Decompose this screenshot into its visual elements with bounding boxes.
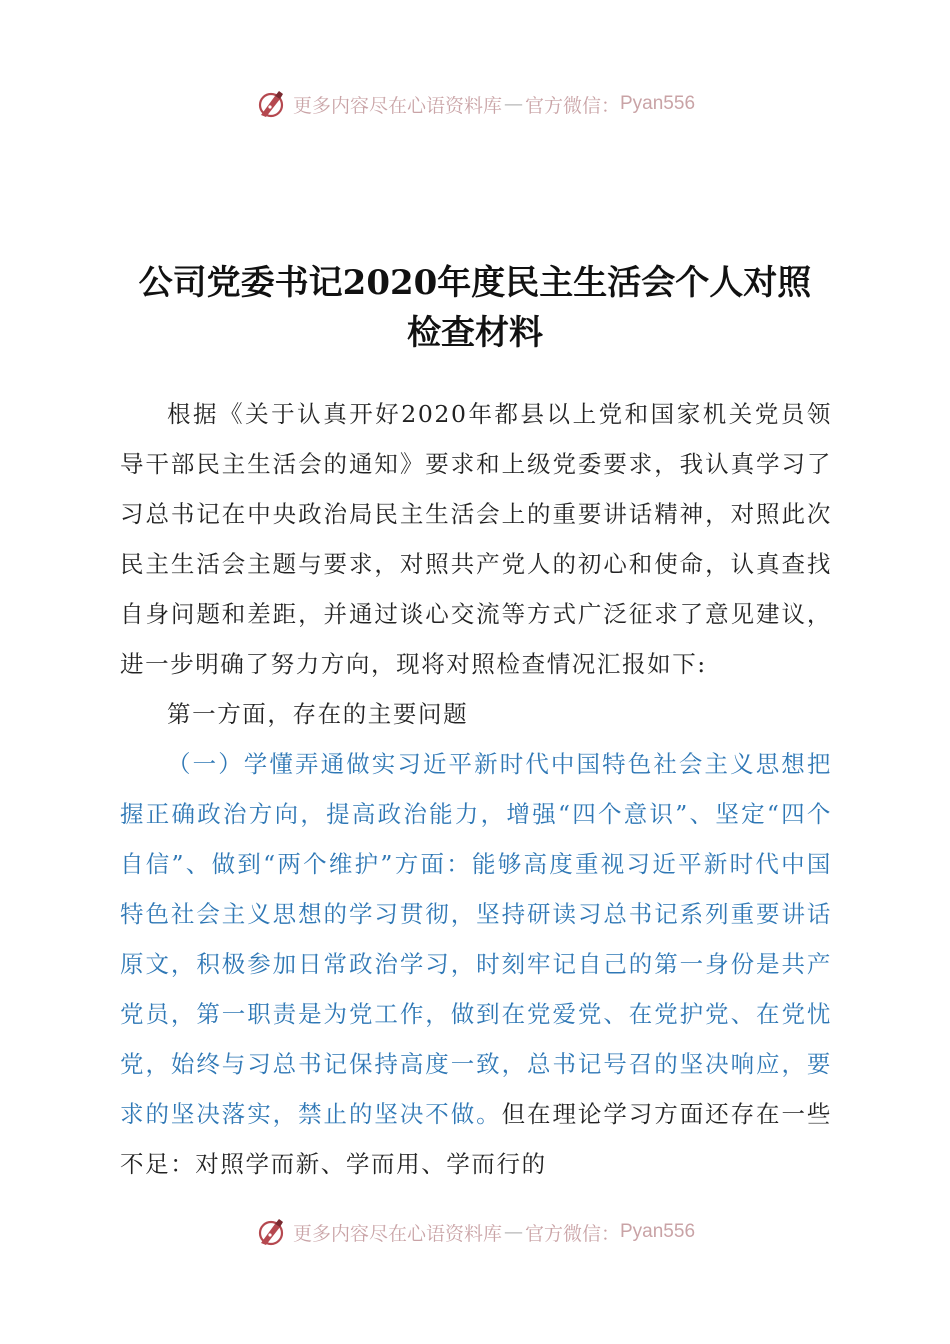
footer-watermark — [0, 1212, 950, 1252]
issue-item-1 — [120, 739, 832, 1189]
header-watermark — [0, 84, 950, 124]
pen-nib-circle-icon — [255, 88, 287, 120]
watermark-official: 官方微信： — [524, 94, 620, 117]
watermark-wechat-id: Pyan556 — [620, 93, 696, 114]
intro-paragraph: 根据《关于认真开好2020年都县以上党和国家机关党员领导干部民主生活会的通知》要求和上级党委要求，我认真学习了习总书记在中央政治局民主生活会上的重要讲话精神，对照此次民主生活会主题与要求，对照共产党人的初心和使命，认真查找自身问题和差距，并通过谈心交流等方式广泛征求了意见建议，进一步明确了努力方向，现将对照检查情况汇报如下: — [120, 400, 832, 678]
watermark-wechat-id: Pyan556 — [620, 1221, 696, 1242]
watermark-text: 更多内容尽在心语资料库 — [292, 1222, 502, 1245]
watermark-official: 官方微信： — [524, 1222, 620, 1245]
issue-item-1-dark-text: 但在理论学习方面还存在一些不足：对照学而新、学而用、学而行的 — [120, 1100, 832, 1178]
watermark-text: 更多内容尽在心语资料库 — [292, 94, 502, 117]
watermark-dash: — — [503, 93, 523, 115]
title-line-2: 检查材料 — [407, 313, 543, 353]
issue-item-1-blue-text: （一）学懂弄通做实习近平新时代中国特色社会主义思想把握正确政治方向，提高政治能力，增强“四个意识”、坚定“四个自信”、做到“两个维护”方面：能够高度重视习近平新时代中国特色社会主义思想的学习贯彻，坚持研读习总书记系列重要讲话原文，积极参加日常政治学习，时刻牢记自己的第一身份是共产党员，第一职责是为党工作，做到在党爱党、在党护党、在党忧党，始终与习总书记保持高度一致，总书记号召的坚决响应，要求的坚决落实，禁止的坚决不做。 — [120, 750, 832, 1128]
section-heading: 第一方面，存在的主要问题 — [167, 700, 469, 728]
pen-nib-circle-icon — [255, 1216, 287, 1248]
document-title — [110, 258, 840, 358]
document-body — [120, 389, 832, 1189]
title-line-1: 公司党委书记2020年度民主生活会个人对照 — [138, 263, 812, 303]
watermark-dash: — — [503, 1221, 523, 1243]
